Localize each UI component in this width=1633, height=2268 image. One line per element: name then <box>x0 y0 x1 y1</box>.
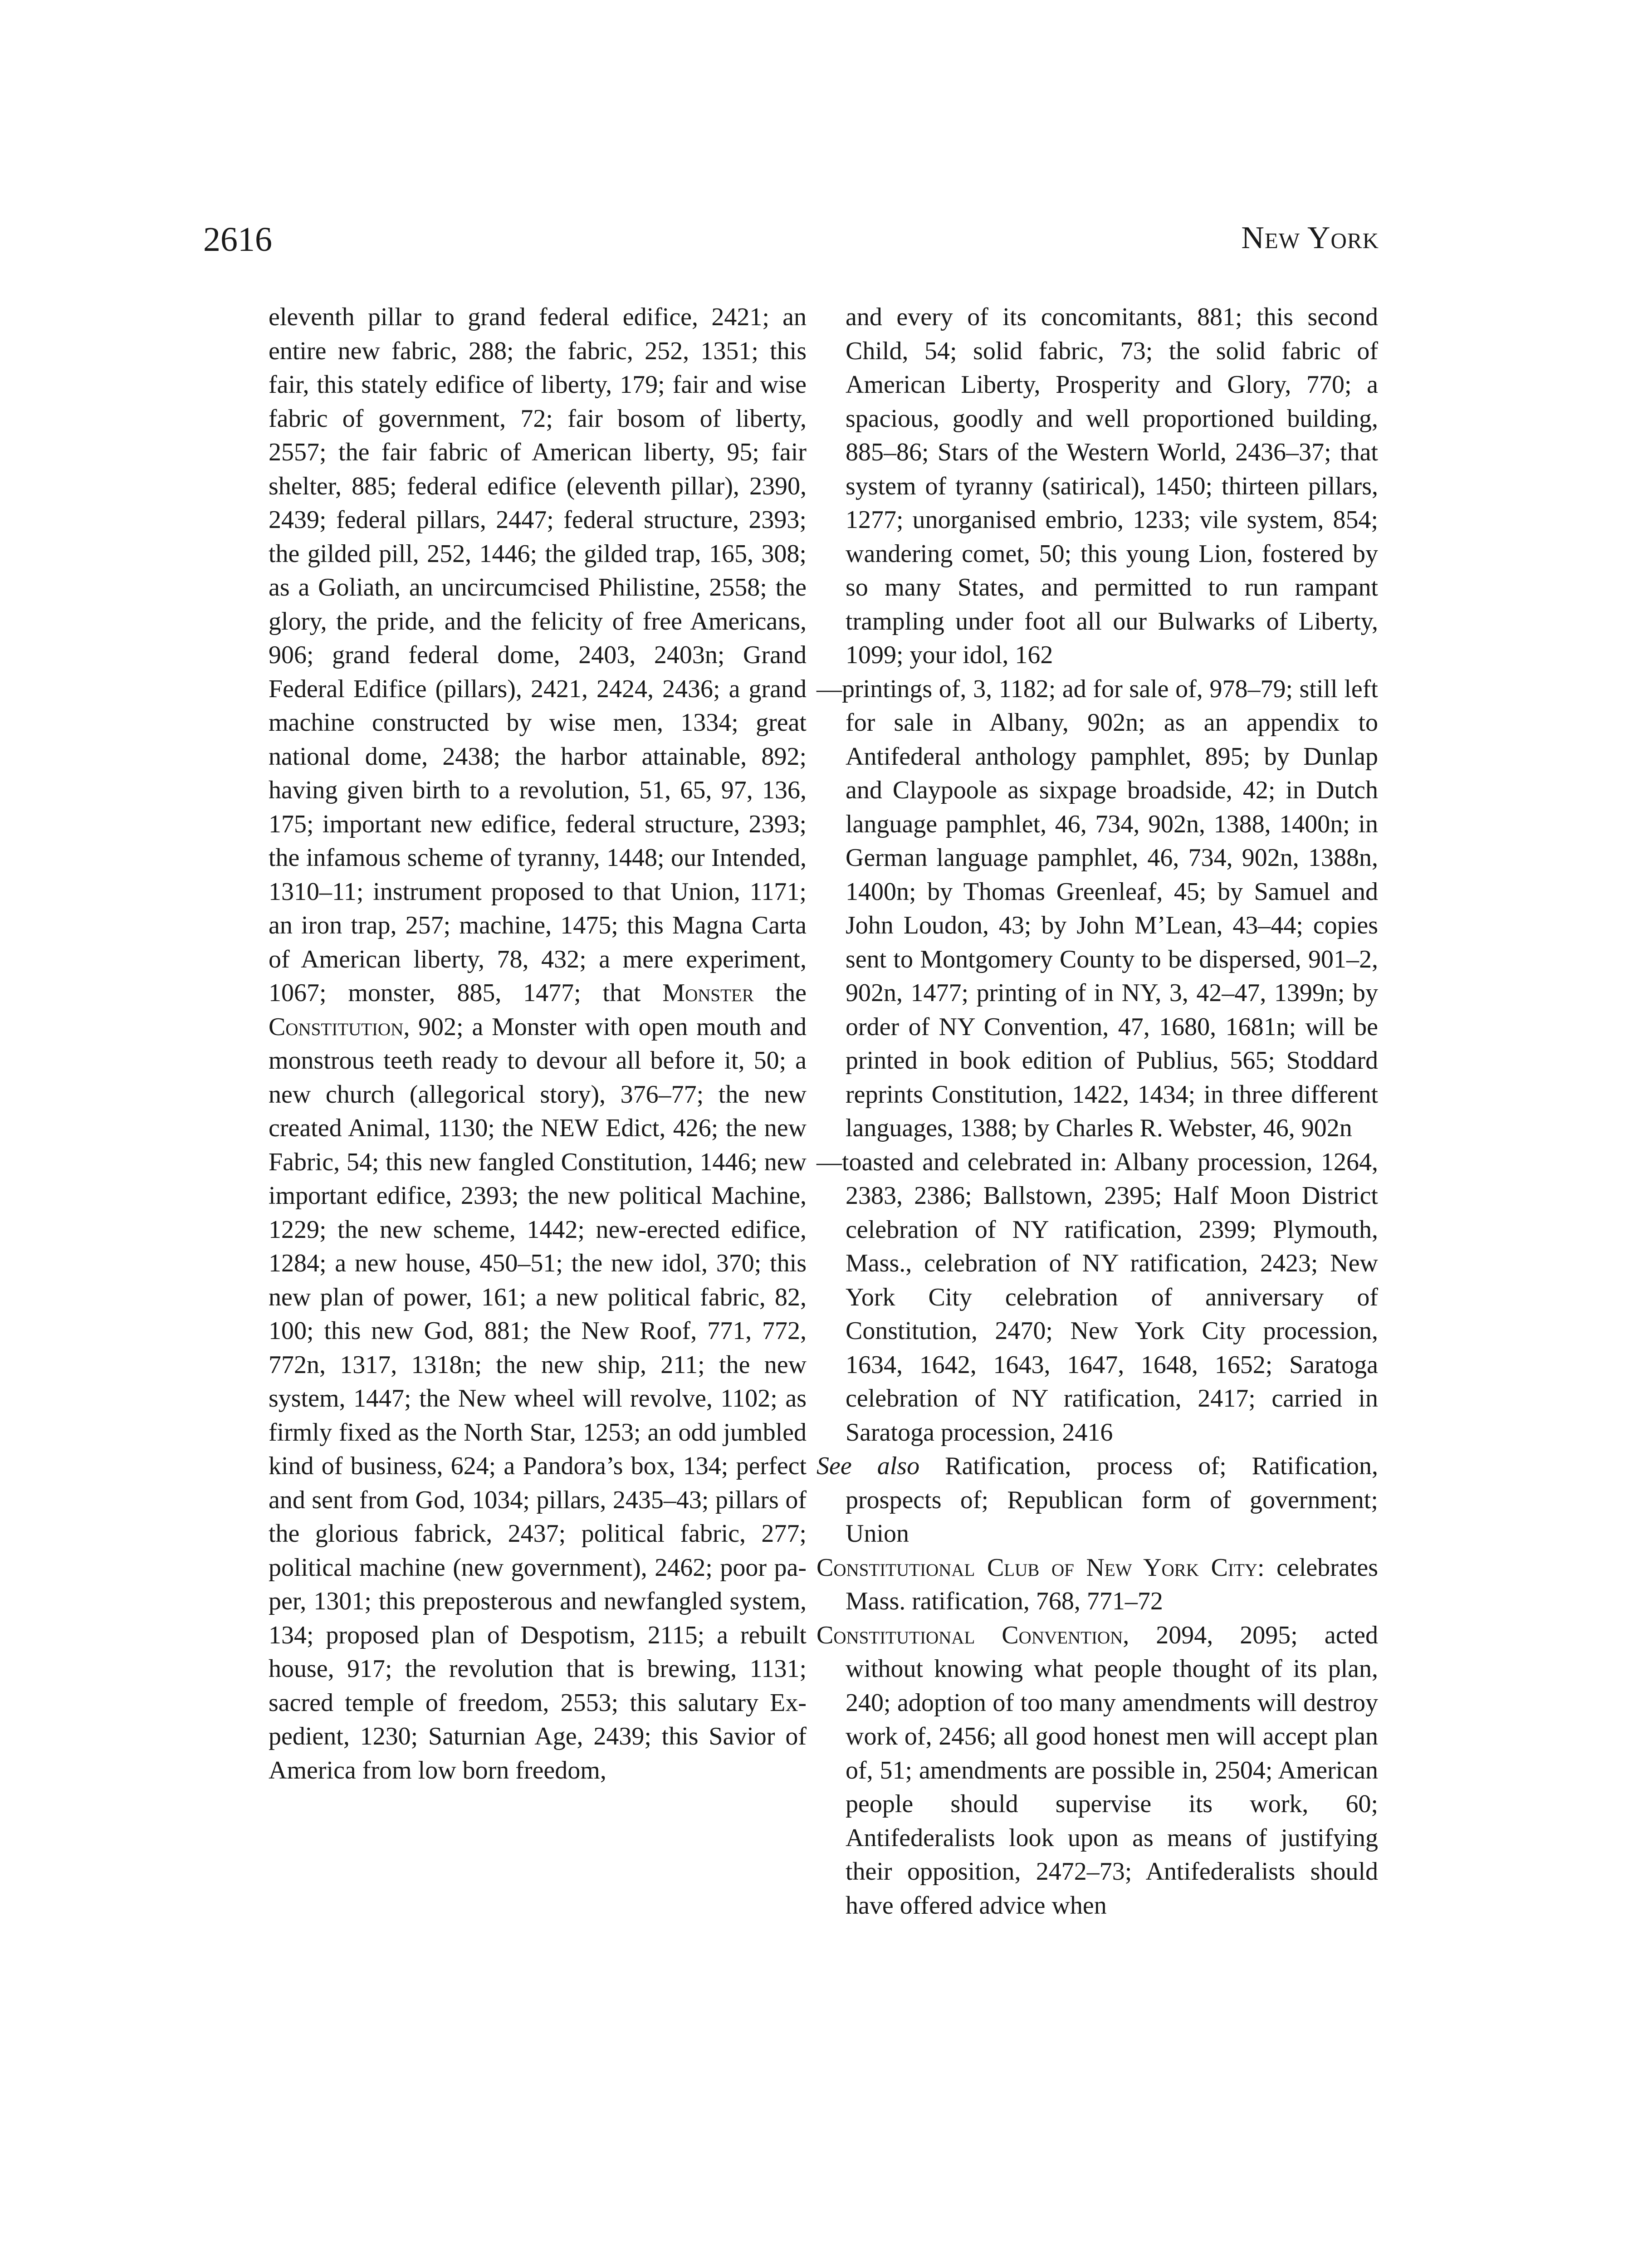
index-entry-constitutional-club <box>816 1551 1378 1618</box>
see-also-entry <box>816 1449 1378 1551</box>
see-also-label: See also <box>816 1452 920 1480</box>
left-column <box>240 300 807 1787</box>
entry-text: the <box>775 979 807 1007</box>
subentry-printings: —printings of, 3, 1182; ad for sale of, 978–79; still left for sale in Albany, 902n; as an appendix to Antifederal anthology pamphlet, 895; by Dunlap and Claypoole as sixpage broadside, 42; in Dutch language pamphlet, 46, 734, 902n, 1388, 1400n; in German language pamphlet, 46, 734, 902n, 1388n, 1400n; by Thomas Greenleaf, 45; by Samuel and John Loudon, 43; by John M’Lean, 43–44; copies sent to Montgomery County to be dispersed, 901–2, 902n, 1477; printing of in NY, 3, 42–47, 1399n; by order of NY Convention, 47, 1680, 1681n; will be printed in book edition of Publius, 565; Stoddard reprints Constitution, 1422, 1434; in three different languages, 1388; by Charles R. Webster, 46, 902n <box>816 675 1378 1142</box>
small-caps-term: Monster <box>662 979 754 1007</box>
small-caps-term: Constitution <box>269 1012 404 1041</box>
entry-heading: Constitutional Convention <box>816 1621 1123 1649</box>
running-head: New York <box>1241 220 1379 255</box>
entry-text: eleventh pillar to grand federal edifice, 2421; an entire new fabric, 288; the fabric, 252, 1351; this fair, this stately edifice of liberty, 179; fair and wise fabric of government, 72; fair bosom of liberty, 2557; the fair fabric of American liberty, 95; fair shelter, 885; federal edifice (eleventh pillar), 2390, 2439; federal pillars, 2447; federal structure, 2393; the gilded pill, 252, 1446; the gilded trap, 165, 308; as a Goliath, an uncircumcised Philistine, 2558; the glory, the pride, and the felicity of free Americans, 906; grand federal dome, 2403, 2403n; Grand Federal Edifice (pillars), 2421, 2424, 2436; a grand machine constructed by wise men, 1334; great national dome, 2438; the harbor attainable, 892; having given birth to a revolution, 51, 65, 97, 136, 175; important new edifice, federal structure, 2393; the infamous scheme of tyranny, 1448; our Intended, 1310–11; instrument proposed to that Union, 1171; an iron trap, 257; machine, 1475; this Magna Carta of American liberty, 78, 432; a mere experiment, 1067; monster, 885, 1477; that <box>269 303 807 1007</box>
entry-text: , 2094, 2095; acted without knowing what people thought of its plan, 240; adoption of too many amendments will destroy work of, 2456; all good honest men will accept plan of, 51; amendments are possible in, 2504; American people should supervise its work, 60; Antifederalists look upon as means of justifying their opposition, 2472–73; Antifederalists should have offered advice when <box>846 1621 1378 1920</box>
see-also-text: Ratification, process of; Ratification, prospects of; Republican form of government; Union <box>846 1452 1378 1548</box>
entry-heading: Constitutional Club of New York City <box>816 1553 1257 1582</box>
index-entry-continuation <box>240 300 807 1787</box>
entry-text: , 902; a Monster with open mouth and monstrous teeth ready to devour all before it, 50; a new church (allegorical story), 376–77; the new created Animal, 1130; the NEW Edict, 426; the new Fabric, 54; this new fangled Constitution, 1446; new important edifice, 2393; the new political Machine, 1229; the new scheme, 1442; new-erected edifice, 1284; a new house, 450–51; the new idol, 370; this new plan of power, 161; a new political fabric, 82, 100; this new God, 881; the New Roof, 771, 772, 772n, 1317, 1318n; the new ship, 211; the new system, 1447; the New wheel will revolve, 1102; as firmly fixed as the North Star, 1253; an odd jumbled kind of business, 624; a Pandora’s box, 134; perfect and sent from God, 1034; pillars, 2435–43; pillars of the glorious fabrick, 2437; political fabric, 277; political machine (new government), 2462; poor paper, 1301; this preposterous and newfangled system, 134; proposed plan of Despotism, 2115; a rebuilt house, 917; the revolution that is brewing, 1131; sacred temple of freedom, 2553; this salutary Expedient, 1230; Saturnian Age, 2439; this Savior of America from low born freedom, <box>269 1012 807 1784</box>
subentry-toasted: —toasted and celebrated in: Albany procession, 1264, 2383, 2386; Ballstown, 2395; Half Moon District celebration of NY ratification, 2399; Plymouth, Mass., celebration of NY ratification, 2423; New York City celebration of anniversary of Constitution, 2470; New York City procession, 1634, 1642, 1643, 1647, 1648, 1652; Saratoga celebration of NY ratification, 2417; carried in Saratoga procession, 2416 <box>816 1148 1378 1447</box>
index-entry-continuation: and every of its concomitants, 881; this second Child, 54; solid fabric, 73; the solid fabric of American Liberty, Prosperity and Glory, 770; a spacious, goodly and well proportioned building, 885–86; Stars of the Western World, 2436–37; that system of tyranny (satirical), 1450; thirteen pillars, 1277; unorganised embrio, 1233; vile system, 854; wandering comet, 50; this young Lion, fostered by so many States, and permitted to run rampant trampling under foot all our Bulwarks of Liberty, 1099; your idol, 162 <box>846 303 1378 669</box>
right-column <box>816 300 1378 1922</box>
index-entry-constitutional-convention <box>816 1618 1378 1923</box>
entry-text: : celebrates Mass. ratification, 768, 771–72 <box>846 1553 1378 1615</box>
page-number: 2616 <box>203 220 272 259</box>
